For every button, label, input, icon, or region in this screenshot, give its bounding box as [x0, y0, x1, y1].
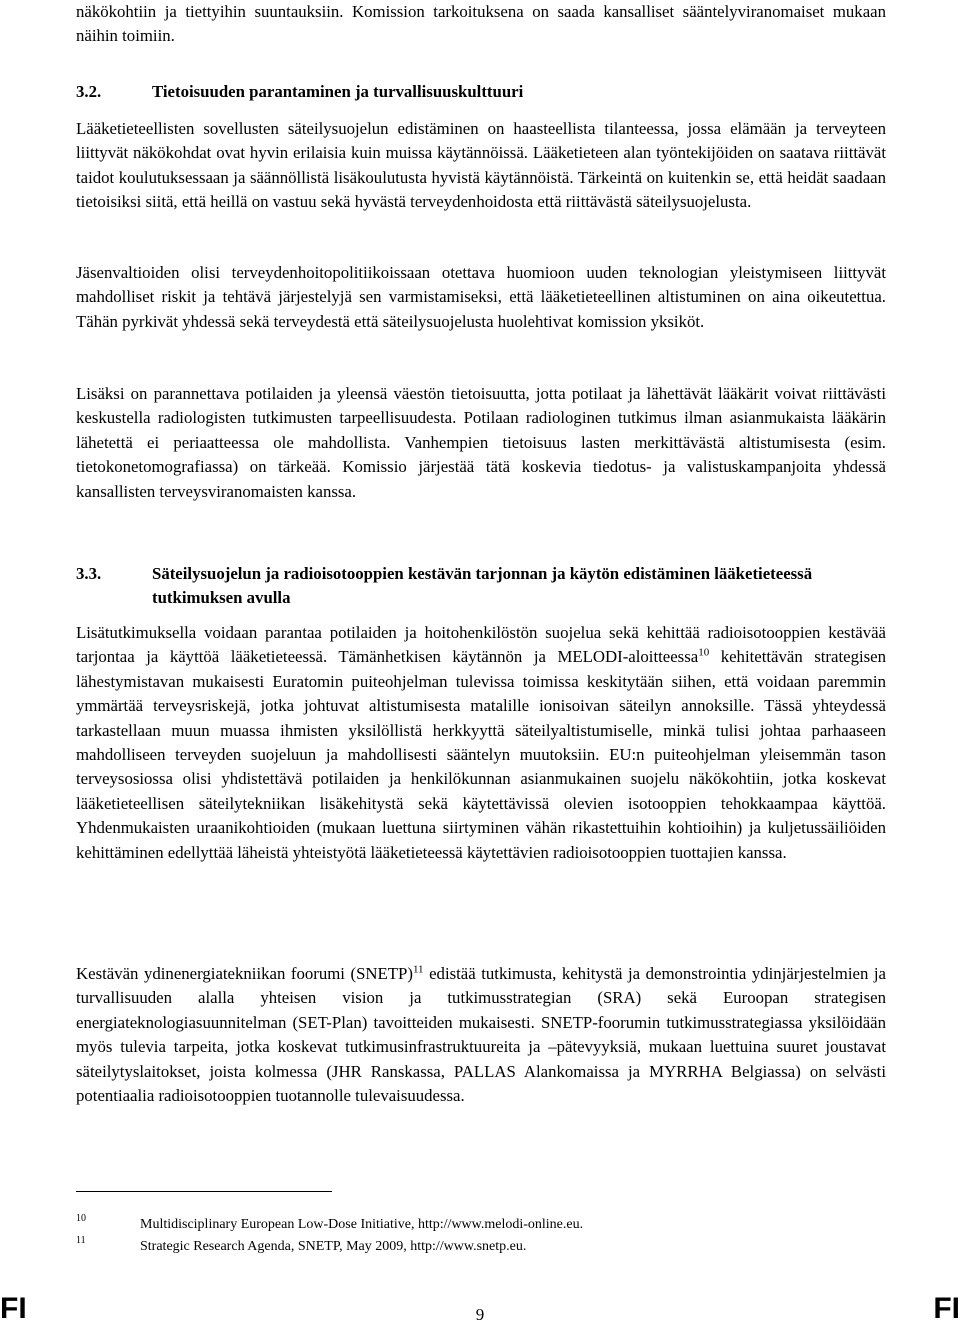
footnote-ref: 11 [412, 963, 424, 976]
section-3-3-paragraph-1 [76, 621, 886, 865]
footnote-ref: 10 [698, 646, 710, 659]
footnote-separator [76, 1191, 332, 1192]
footnote-text: Strategic Research Agenda, SNETP, May 2009, http://www.snetp.eu. [140, 1239, 527, 1254]
footnote-number: 10 [76, 1213, 86, 1224]
section-3-2-paragraph-3: Lisäksi on parannettava potilaiden ja yleensä väestön tietoisuutta, jotta potilaat ja lähettävät lääkärit voivat riittävästi keskustella radiologisten tutkimusten tarpeellisuudesta. Potilaan radiologinen tutkimus ilman asianmukaista lääkärin lähetettä ei periaatteessa ole mahdollista. Vanhempien tietoisuus lasten merkittävästä altistumisesta (esim. tietokonetomografiassa) on tärkeää. Komissio järjestää tätä koskevia tiedotus- ja valistuskampanjoita yhdessä kansallisten terveysviranomaisten kanssa. [76, 384, 886, 501]
footer-language-right: FI [933, 1292, 960, 1325]
paragraph-text: kehitettävän strategisen lähestymistavan mukaisesti Euratomin puiteohjelman tulevissa toimissa keskitytään siihen, että voidaan paremmin ymmärtää terveysriskejä, jotka johtuvat altistumisesta matalille ionisoivan säteilyn annoksille. Tässä yhteydessä tarkastellaan muun muassa ihmisten yksilöllistä herkkyyttä säteilyaltistumiselle, minkä tulisi johtaa parhaaseen mahdolliseen terveyden suojeluun ja mahdollisesti sääntelyn muutoksiin. EU:n puiteohjelman yleisemmän tason terveysosiossa olisi yhdistettävä potilaiden ja henkilökunnan asianmukainen suojelu näkökohtiin, jotka koskevat lääketieteellisen säteilytekniikan lisäkehitystä sekä käytettävissä olevien isotooppien tehokkaampaa käyttöä. Yhdenmukaisten uraanikohtioiden (mukaan luettuna siirtyminen vähän rikastettuihin kohtioihin) ja kuljetussäiliöiden kehittäminen edellyttää läheistä yhteistyötä lääketieteessä käytettävien radioisotooppien tuottajien kanssa. [76, 647, 886, 862]
paragraph-text: edistää tutkimusta, kehitystä ja demonstrointia ydinjärjestelmien ja turvallisuuden alalla yhteisen vision ja tutkimusstrategian (SRA) sekä Euroopan strategisen energiateknologiasuunnitelman (SET-Plan) tavoitteiden mukaisesti. SNETP-foorumin tutkimusstrategiassa yksilöidään myös tulevia tarpeita, jotka koskevat tutkimusinfrastruktuureita ja –pätevyyksiä, mukaan luettuina suuret joustavat säteilytyslaitokset, joista kolmessa (JHR Ranskassa, PALLAS Alankomaissa ja MYRRHA Belgiassa) on selvästi potentiaalia radioisotooppien tuotannolle tulevaisuudessa. [76, 964, 886, 1106]
footer-language-left: FI [0, 1292, 27, 1325]
page-number: 9 [475, 1305, 485, 1324]
section-number: 3.2. [76, 82, 102, 101]
section-3-3-paragraph-2 [76, 962, 886, 1108]
footnote-number: 11 [76, 1235, 86, 1246]
footnote-text: Multidisciplinary European Low-Dose Initiative, http://www.melodi-online.eu. [140, 1217, 584, 1232]
intro-paragraph: näkökohtiin ja tiettyihin suuntauksiin. Komission tarkoituksena on saada kansalliset sääntelyviranomaiset mukaan näihin toimiin. [76, 2, 886, 46]
paragraph-text: Lisätutkimuksella voidaan parantaa potilaiden ja hoitohenkilöstön suojelua sekä kehittää radioisotooppien kestävää tarjontaa ja käyttöä lääketieteessä. Tämänhetkisen käytännön ja MELODI-aloitteessa [76, 623, 886, 667]
section-3-2-paragraph-2: Jäsenvaltioiden olisi terveydenhoitopolitiikoissaan otettava huomioon uuden teknologian yleistymiseen liittyvät mahdolliset riskit ja tehtävä järjestelyjä sen varmistamiseksi, että lääketieteellinen altistuminen on aina oikeutettua. Tähän pyrkivät yhdessä sekä terveydestä että säteilysuojelusta huolehtivat komission yksiköt. [76, 263, 886, 331]
section-number: 3.3. [76, 564, 102, 583]
section-title: Tietoisuuden parantaminen ja turvallisuuskulttuuri [152, 82, 524, 101]
section-3-2-paragraph-1: Lääketieteellisten sovellusten säteilysuojelun edistäminen on haasteellista tilanteessa, jossa elämään ja terveyteen liittyvät näkökohdat ovat hyvin erilaisia kuin muissa käytännöissä. Lääketieteen alan työntekijöiden on saatava riittävät taidot koulutuksessaan ja säännöllistä lisäkoulutusta hyvistä käytännöistä. Tärkeintä on kuitenkin se, että heidät saadaan tietoisiksi siitä, että heillä on vastuu sekä hyvästä terveydenhoidosta että riittävästä säteilysuojelusta. [76, 119, 886, 212]
paragraph-text: Kestävän ydinenergiatekniikan foorumi (SNETP) [76, 964, 413, 983]
section-title: Säteilysuojelun ja radioisotooppien kestävän tarjonnan ja käytön edistäminen lääketieteessä tutkimuksen avulla [152, 564, 813, 608]
